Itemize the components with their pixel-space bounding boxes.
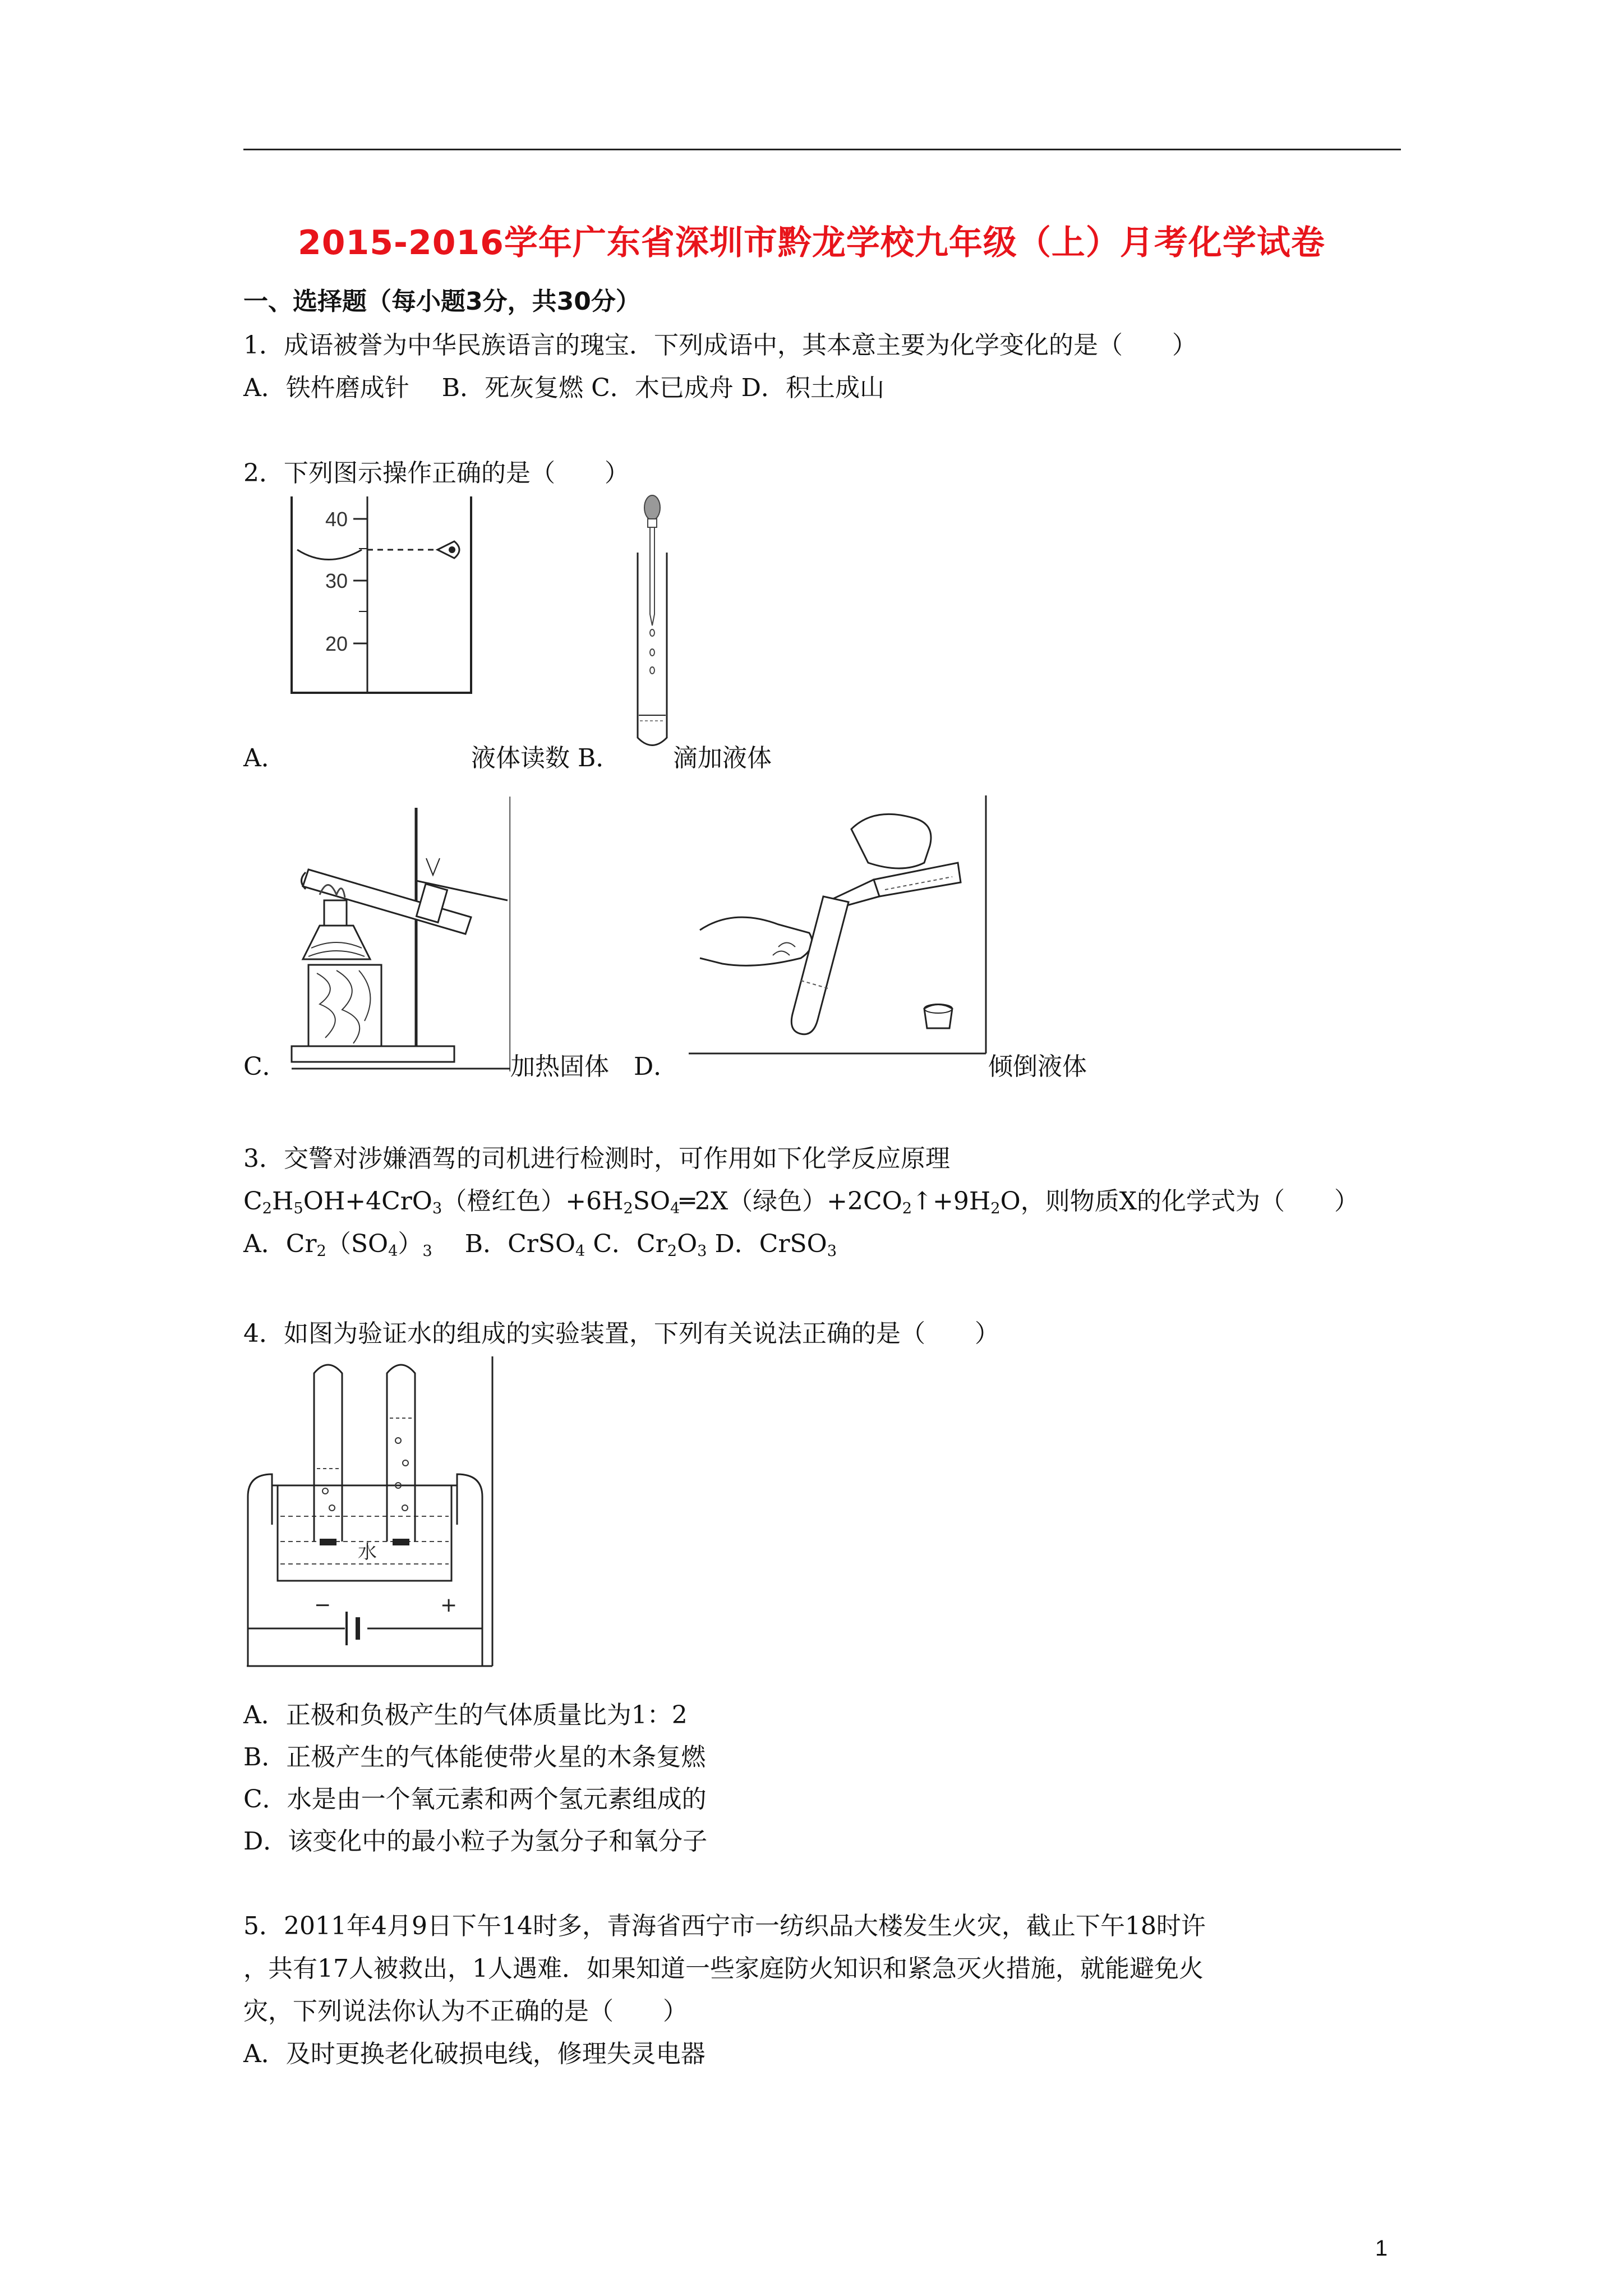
electrolysis-figure — [247, 1356, 494, 1668]
section-heading: 一、选择题（每小题3分，共30分） — [243, 287, 640, 316]
battery-plus-sign: + — [440, 1594, 458, 1617]
q2-caption-a-b: 液体读数 B． — [471, 744, 621, 772]
q5-line2: ，共有17人被救出，1人遇难．如果知道一些家庭防火知识和紧急灭火措施，就能避免火 — [243, 1954, 1204, 1983]
q3-options: A．$Cr_2(SO_4)_3$ B．CrSO$_4$ C．$Cr_2O_3$ D．CrSO$_3$ — [243, 1230, 837, 1260]
q2-caption-d: 倾倒液体 — [988, 1052, 1087, 1081]
q5-option-a: A．及时更换老化破损电线，修理失灵电器 — [243, 2040, 706, 2068]
q2-stem: 2．下列图示操作正确的是（ ） — [243, 459, 629, 487]
page-number: 1 — [1375, 2236, 1388, 2261]
cylinder-reading-figure — [286, 496, 488, 696]
cylinder-mark-40: 40 — [325, 508, 348, 531]
q4-option-a: A．正极和负极产生的气体质量比为1：2 — [243, 1701, 688, 1729]
q2-caption-b: 滴加液体 — [673, 744, 772, 772]
cylinder-mark-30: 30 — [325, 569, 348, 592]
dropper-figure — [625, 494, 676, 754]
q3-equation: $C_2H_5OH+4CrO_3$（橙红色）$+6H_2SO_4═2X$（绿色）$+2CO_2↑+9H_2O$，则物质X的化学式为（ ） — [243, 1187, 1359, 1217]
pouring-liquid-figure — [689, 795, 992, 1058]
heating-solid-figure — [286, 797, 510, 1077]
q2-label-c: C． — [243, 1052, 287, 1081]
water-label: 水 — [358, 1541, 377, 1563]
q4-option-b: B．正极产生的气体能使带火星的木条复燃 — [243, 1743, 706, 1772]
cylinder-mark-20: 20 — [325, 632, 348, 655]
q5-line3: 灾，下列说法你认为不正确的是（ ） — [243, 1997, 688, 2026]
q2-label-a: A． — [243, 744, 286, 772]
header-rule — [243, 149, 1401, 150]
q1-options: A．铁杵磨成针 B．死灰复燃 C．木已成舟 D．积土成山 — [243, 374, 885, 402]
battery-minus-sign: − — [314, 1594, 331, 1617]
q4-option-c: C．水是由一个氧元素和两个氢元素组成的 — [243, 1785, 707, 1814]
q3-stem: 3．交警对涉嫌酒驾的司机进行检测时，可作用如下化学反应原理 — [243, 1144, 950, 1173]
q2-caption-c-d: 加热固体 D． — [510, 1052, 679, 1081]
q4-option-d: D．该变化中的最小粒子为氢分子和氧分子 — [243, 1827, 708, 1856]
q5-line1: 5．2011年4月9日下午14时多，青海省西宁市一纺织品大楼发生火灾，截止下午18时许 — [243, 1912, 1206, 1940]
q1-stem: 1．成语被誉为中华民族语言的瑰宝．下列成语中，其本意主要为化学变化的是（ ） — [243, 331, 1197, 360]
eye-icon — [437, 541, 459, 558]
q4-stem: 4．如图为验证水的组成的实验装置，下列有关说法正确的是（ ） — [243, 1319, 999, 1348]
exam-title: 2015-2016学年广东省深圳市黔龙学校九年级（上）月考化学试卷 — [298, 223, 1325, 263]
